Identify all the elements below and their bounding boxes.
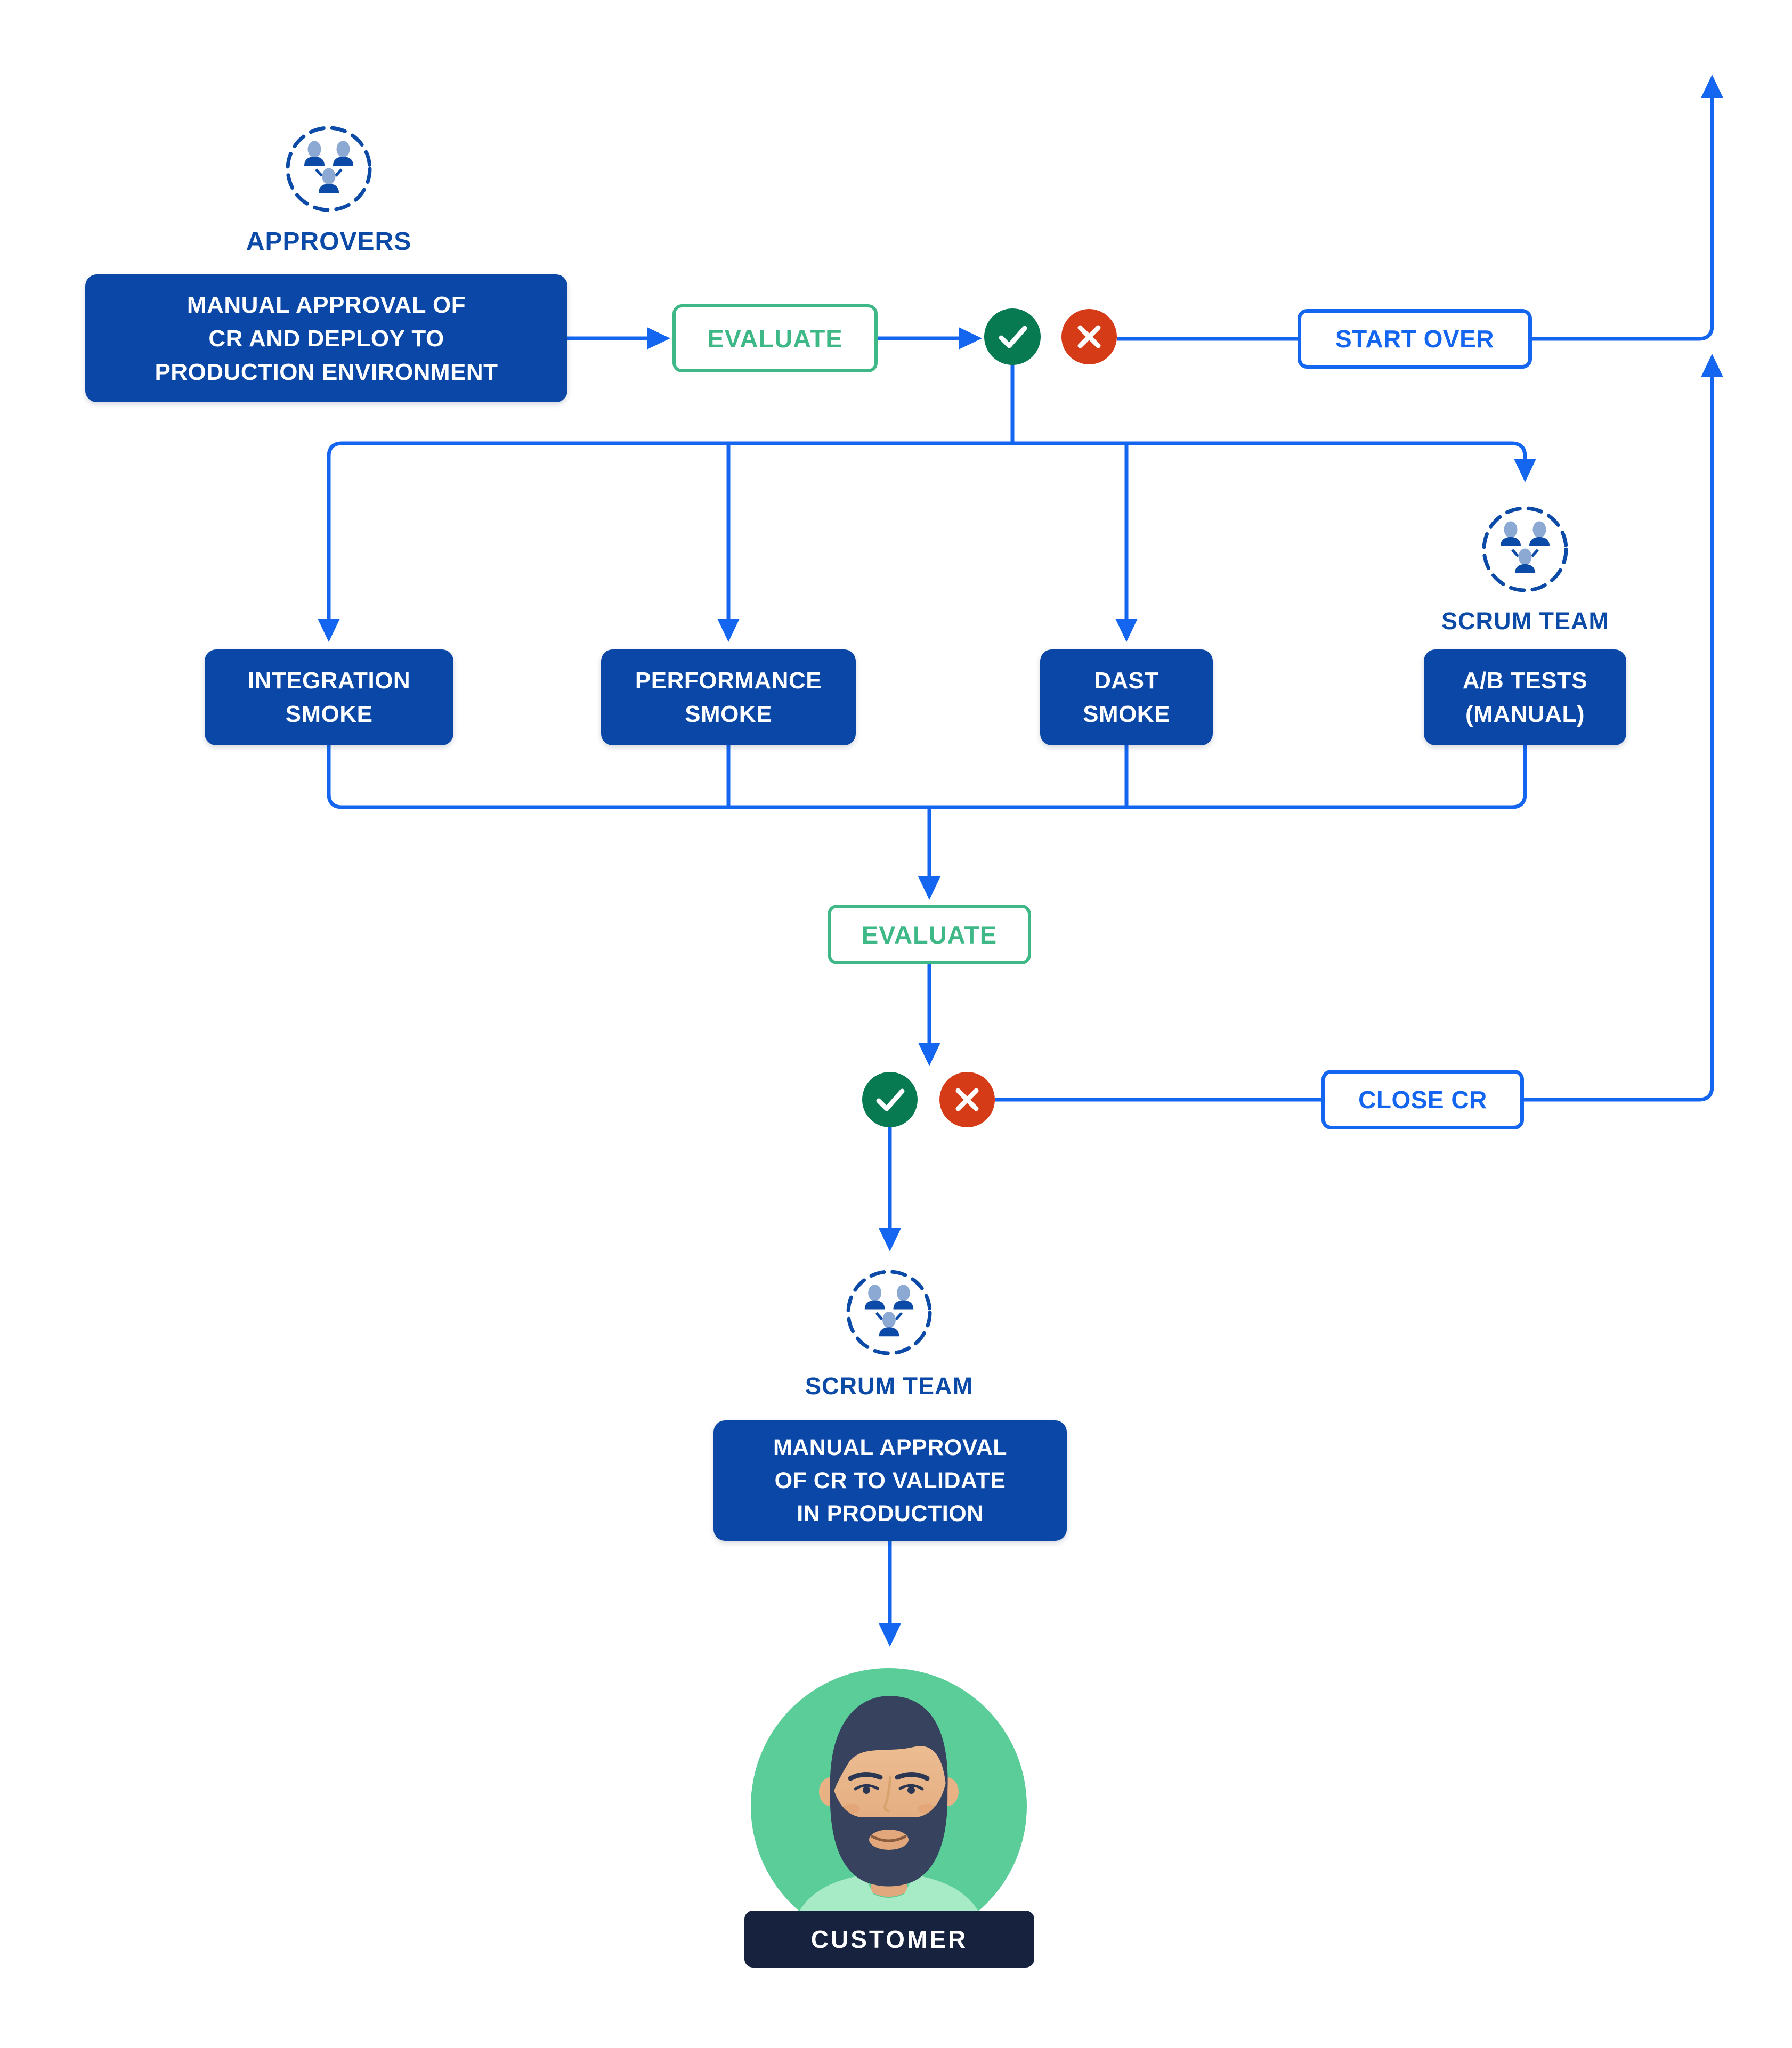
customer-avatar xyxy=(751,1668,1027,1944)
check-icon xyxy=(862,1072,918,1127)
arrowhead xyxy=(1701,75,1723,98)
arrowhead xyxy=(959,327,982,350)
arrowhead xyxy=(1701,354,1723,377)
scrum-team-group-icon xyxy=(845,1268,934,1357)
close-cr-box: CLOSE CR xyxy=(1321,1070,1524,1129)
connector xyxy=(329,745,1525,807)
connector xyxy=(1531,98,1712,339)
approvers-team-group-icon xyxy=(284,124,374,214)
evaluate-box-2: EVALUATE xyxy=(828,905,1031,964)
box-text-line: SMOKE xyxy=(285,701,373,727)
box-text-line: (MANUAL) xyxy=(1465,701,1585,727)
box-text-line: SMOKE xyxy=(685,701,772,727)
box-text-line: MANUAL APPROVAL xyxy=(773,1435,1008,1460)
arrowhead xyxy=(879,1623,901,1647)
arrowhead xyxy=(918,876,940,900)
scrum-team-group-icon xyxy=(1480,505,1570,594)
approvers-label: APPROVERS xyxy=(246,227,412,256)
integration-smoke-box xyxy=(205,649,453,745)
arrowhead xyxy=(1115,619,1138,642)
manual-approval-validate-box xyxy=(713,1420,1067,1541)
scrum-team-label-1: SCRUM TEAM xyxy=(1441,607,1609,635)
start-over-box: START OVER xyxy=(1298,309,1532,369)
box-text-line: CR AND DEPLOY TO xyxy=(208,325,444,352)
box-text-line: OF CR TO VALIDATE xyxy=(774,1468,1006,1493)
performance-smoke-box xyxy=(601,649,856,745)
box-text-line: SMOKE xyxy=(1083,701,1170,727)
box-text-line: INTEGRATION xyxy=(247,668,411,694)
scrum-team-label-2: SCRUM TEAM xyxy=(805,1372,973,1400)
box-text-line: PRODUCTION ENVIRONMENT xyxy=(155,359,498,385)
box-text-line: MANUAL APPROVAL OF xyxy=(187,291,466,318)
evaluate-box-1: EVALUATE xyxy=(672,304,878,372)
cross-icon xyxy=(939,1072,995,1127)
dast-smoke-box xyxy=(1040,649,1213,745)
arrowhead xyxy=(879,1228,901,1251)
box-text-line: DAST xyxy=(1094,668,1159,694)
box-text-line: IN PRODUCTION xyxy=(797,1501,984,1526)
box-text-line: PERFORMANCE xyxy=(635,668,822,694)
check-icon xyxy=(984,308,1041,365)
cross-icon xyxy=(1061,309,1117,364)
arrowhead xyxy=(717,619,740,642)
manual-approval-deploy-box xyxy=(85,274,567,402)
arrowhead xyxy=(647,327,670,350)
customer-label: CUSTOMER xyxy=(744,1911,1034,1968)
ab-tests-box xyxy=(1424,649,1626,745)
arrowhead xyxy=(318,619,340,642)
connector xyxy=(329,443,1525,619)
box-text-line: A/B TESTS xyxy=(1462,668,1588,694)
arrowhead xyxy=(918,1043,940,1066)
arrowhead xyxy=(1514,459,1536,482)
